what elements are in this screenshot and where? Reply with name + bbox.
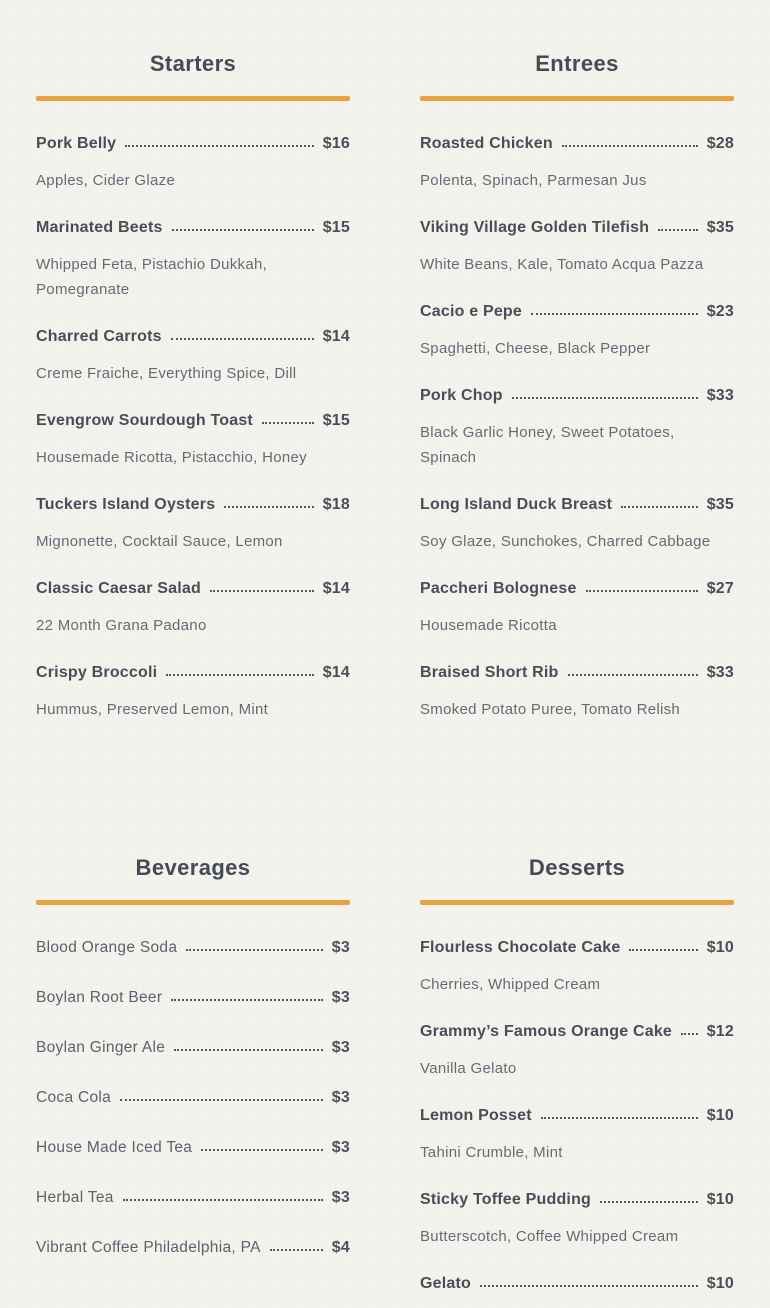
section-title: Desserts xyxy=(528,855,626,880)
dot-leader xyxy=(201,1149,323,1151)
menu-item-line xyxy=(36,576,350,601)
menu-item-price: $33 xyxy=(706,387,734,404)
menu-item-description: 22 Month Grana Padano xyxy=(36,617,207,634)
menu-item-line xyxy=(36,1185,350,1210)
menu-item xyxy=(36,1035,350,1060)
menu-item xyxy=(36,935,350,960)
menu-item-name: Herbal Tea xyxy=(36,1189,114,1206)
menu-item-description: Black Garlic Honey, Sweet Potatoes, Spinach xyxy=(420,424,675,466)
menu-item-price: $33 xyxy=(706,664,734,681)
menu-item-line xyxy=(36,1135,350,1160)
menu-item-description: Creme Fraiche, Everything Spice, Dill xyxy=(36,365,297,382)
menu-item-description: Hummus, Preserved Lemon, Mint xyxy=(36,701,269,718)
menu-item-line xyxy=(420,660,734,685)
menu-item-price: $14 xyxy=(322,328,350,345)
dot-leader xyxy=(262,422,314,424)
menu-item-description: Soy Glaze, Sunchokes, Charred Cabbage xyxy=(420,533,711,550)
menu-item-price: $10 xyxy=(706,1191,734,1208)
menu-item-line xyxy=(420,935,734,960)
dot-leader xyxy=(123,1199,323,1201)
menu-item-name: Sticky Toffee Pudding xyxy=(420,1191,592,1208)
dot-leader xyxy=(600,1201,698,1203)
section-divider-bar xyxy=(420,900,734,905)
menu-item-description: Spaghetti, Cheese, Black Pepper xyxy=(420,340,651,357)
menu-item xyxy=(420,1187,734,1249)
menu-section-desserts xyxy=(420,854,734,1308)
menu-item xyxy=(36,131,350,193)
menu-item-name: Boylan Ginger Ale xyxy=(36,1039,166,1056)
menu-item-name: Boylan Root Beer xyxy=(36,989,163,1006)
menu-item-line xyxy=(36,408,350,433)
section-divider-bar xyxy=(420,96,734,101)
dot-leader xyxy=(166,674,313,676)
menu-item-price: $3 xyxy=(331,1039,350,1056)
dot-leader xyxy=(120,1099,323,1101)
menu-section-starters xyxy=(36,50,350,722)
menu-item-price: $23 xyxy=(706,303,734,320)
menu-item-line xyxy=(420,383,734,408)
menu-item-name: Evengrow Sourdough Toast xyxy=(36,412,253,429)
menu-item-price: $28 xyxy=(706,135,734,152)
menu-item-line xyxy=(36,935,350,960)
menu-item xyxy=(36,324,350,386)
dot-leader xyxy=(174,1049,323,1051)
menu-item-price: $35 xyxy=(706,219,734,236)
menu-item-line xyxy=(420,1019,734,1044)
menu-item-price: $3 xyxy=(331,1189,350,1206)
menu-item-price: $12 xyxy=(706,1023,734,1040)
dot-leader xyxy=(629,949,697,951)
menu-item xyxy=(420,131,734,193)
menu-item-price: $3 xyxy=(331,1089,350,1106)
dot-leader xyxy=(125,145,313,147)
menu-item-line xyxy=(36,985,350,1010)
menu-item-description: Smoked Potato Puree, Tomato Relish xyxy=(420,701,681,718)
menu-item xyxy=(420,299,734,361)
dot-leader xyxy=(480,1285,698,1287)
menu-item-line xyxy=(36,215,350,240)
menu-item-name: Flourless Chocolate Cake xyxy=(420,939,621,956)
menu-item-description: Mignonette, Cocktail Sauce, Lemon xyxy=(36,533,283,550)
dot-leader xyxy=(224,506,313,508)
menu-item-name: Viking Village Golden Tilefish xyxy=(420,219,650,236)
menu-item-name: Crispy Broccoli xyxy=(36,664,158,681)
menu-item xyxy=(36,492,350,554)
menu-item-price: $10 xyxy=(706,939,734,956)
menu-item-name: Paccheri Bolognese xyxy=(420,580,577,597)
menu-item xyxy=(36,1235,350,1260)
dot-leader xyxy=(210,590,314,592)
menu-section-entrees xyxy=(420,50,734,722)
menu-item-price: $15 xyxy=(322,219,350,236)
menu-item-line xyxy=(420,492,734,517)
menu-item xyxy=(36,1135,350,1160)
menu-item-price: $18 xyxy=(322,496,350,513)
menu-item-name: Vibrant Coffee Philadelphia, PA xyxy=(36,1239,261,1256)
menu-item-price: $27 xyxy=(706,580,734,597)
dot-leader xyxy=(270,1249,323,1251)
menu-item-name: Tuckers Island Oysters xyxy=(36,496,216,513)
menu-item-price: $35 xyxy=(706,496,734,513)
menu-item-price: $3 xyxy=(331,939,350,956)
dot-leader xyxy=(621,506,698,508)
dot-leader xyxy=(541,1117,698,1119)
menu-item-name: Grammy’s Famous Orange Cake xyxy=(420,1023,673,1040)
dot-leader xyxy=(171,338,314,340)
menu-item-description: Whipped Feta, Pistachio Dukkah, Pomegranate xyxy=(36,256,268,298)
menu-item-name: Long Island Duck Breast xyxy=(420,496,613,513)
menu-item-price: $10 xyxy=(706,1275,734,1292)
menu-item-description: Housemade Ricotta xyxy=(420,617,557,634)
menu-item xyxy=(420,383,734,470)
dot-leader xyxy=(172,229,314,231)
section-item-list xyxy=(420,131,734,722)
menu-item-line xyxy=(420,1271,734,1296)
menu-item-line xyxy=(36,492,350,517)
menu-item-name: Coca Cola xyxy=(36,1089,112,1106)
menu-item-description: Vanilla Gelato xyxy=(420,1060,517,1077)
menu-item-name: Blood Orange Soda xyxy=(36,939,178,956)
menu-item-price: $4 xyxy=(331,1239,350,1256)
menu-item-line xyxy=(420,1187,734,1212)
dot-leader xyxy=(658,229,698,231)
menu-item-description: Apples, Cider Glaze xyxy=(36,172,176,189)
menu-item-line xyxy=(420,215,734,240)
menu-item-line xyxy=(420,299,734,324)
menu-item-description: Housemade Ricotta, Pistacchio, Honey xyxy=(36,449,307,466)
dot-leader xyxy=(568,674,698,676)
menu-item-name: Charred Carrots xyxy=(36,328,162,345)
section-title: Entrees xyxy=(535,51,619,76)
menu-item-description: Butterscotch, Coffee Whipped Cream xyxy=(420,1228,679,1245)
menu-item-price: $16 xyxy=(322,135,350,152)
menu-item-price: $14 xyxy=(322,664,350,681)
menu-item-line xyxy=(36,1235,350,1260)
menu-item-line xyxy=(420,576,734,601)
menu-item-name: House Made Iced Tea xyxy=(36,1139,193,1156)
menu-item-price: $15 xyxy=(322,412,350,429)
menu-item xyxy=(420,1103,734,1165)
dot-leader xyxy=(512,397,698,399)
menu-item-line xyxy=(420,1103,734,1128)
menu-item-description: Polenta, Spinach, Parmesan Jus xyxy=(420,172,647,189)
menu-item xyxy=(36,1085,350,1110)
dot-leader xyxy=(186,949,323,951)
menu-item xyxy=(36,215,350,302)
section-divider-bar xyxy=(36,900,350,905)
menu-item xyxy=(36,408,350,470)
menu-item-name: Marinated Beets xyxy=(36,219,163,236)
menu-item-name: Lemon Posset xyxy=(420,1107,532,1124)
menu-item-name: Pork Belly xyxy=(36,135,117,152)
menu-item-name: Cacio e Pepe xyxy=(420,303,523,320)
menu-item-price: $14 xyxy=(322,580,350,597)
menu-item xyxy=(36,660,350,722)
dot-leader xyxy=(171,999,323,1001)
menu-item-line xyxy=(36,1085,350,1110)
menu-item-name: Roasted Chicken xyxy=(420,135,553,152)
section-title: Starters xyxy=(149,51,237,76)
menu-item xyxy=(420,215,734,277)
menu-item xyxy=(36,1185,350,1210)
menu-section-beverages xyxy=(36,854,350,1285)
menu-item xyxy=(420,1019,734,1081)
section-divider-bar xyxy=(36,96,350,101)
menu-item-line xyxy=(36,660,350,685)
menu-item-line xyxy=(36,131,350,156)
dot-leader xyxy=(586,590,698,592)
dot-leader xyxy=(681,1033,698,1035)
menu-item-line xyxy=(36,324,350,349)
menu-item-line xyxy=(420,131,734,156)
menu-item-description: White Beans, Kale, Tomato Acqua Pazza xyxy=(420,256,704,273)
menu-item xyxy=(420,935,734,997)
menu-item-price: $10 xyxy=(706,1107,734,1124)
menu-item-description: Tahini Crumble, Mint xyxy=(420,1144,563,1161)
section-item-list xyxy=(420,935,734,1296)
menu-item xyxy=(420,576,734,638)
menu-item-line xyxy=(36,1035,350,1060)
dot-leader xyxy=(562,145,698,147)
menu-item xyxy=(420,660,734,722)
menu-item xyxy=(420,1271,734,1296)
section-title: Beverages xyxy=(135,855,251,880)
section-item-list xyxy=(36,131,350,722)
menu-item-name: Pork Chop xyxy=(420,387,503,404)
menu-item-price: $3 xyxy=(331,989,350,1006)
menu-item xyxy=(420,492,734,554)
menu-item xyxy=(36,576,350,638)
menu-item-price: $3 xyxy=(331,1139,350,1156)
menu-item xyxy=(36,985,350,1010)
dot-leader xyxy=(531,313,698,315)
menu-item-name: Gelato xyxy=(420,1275,471,1292)
menu-item-name: Classic Caesar Salad xyxy=(36,580,201,597)
menu-item-description: Cherries, Whipped Cream xyxy=(420,976,601,993)
menu-item-name: Braised Short Rib xyxy=(420,664,559,681)
section-item-list xyxy=(36,935,350,1260)
